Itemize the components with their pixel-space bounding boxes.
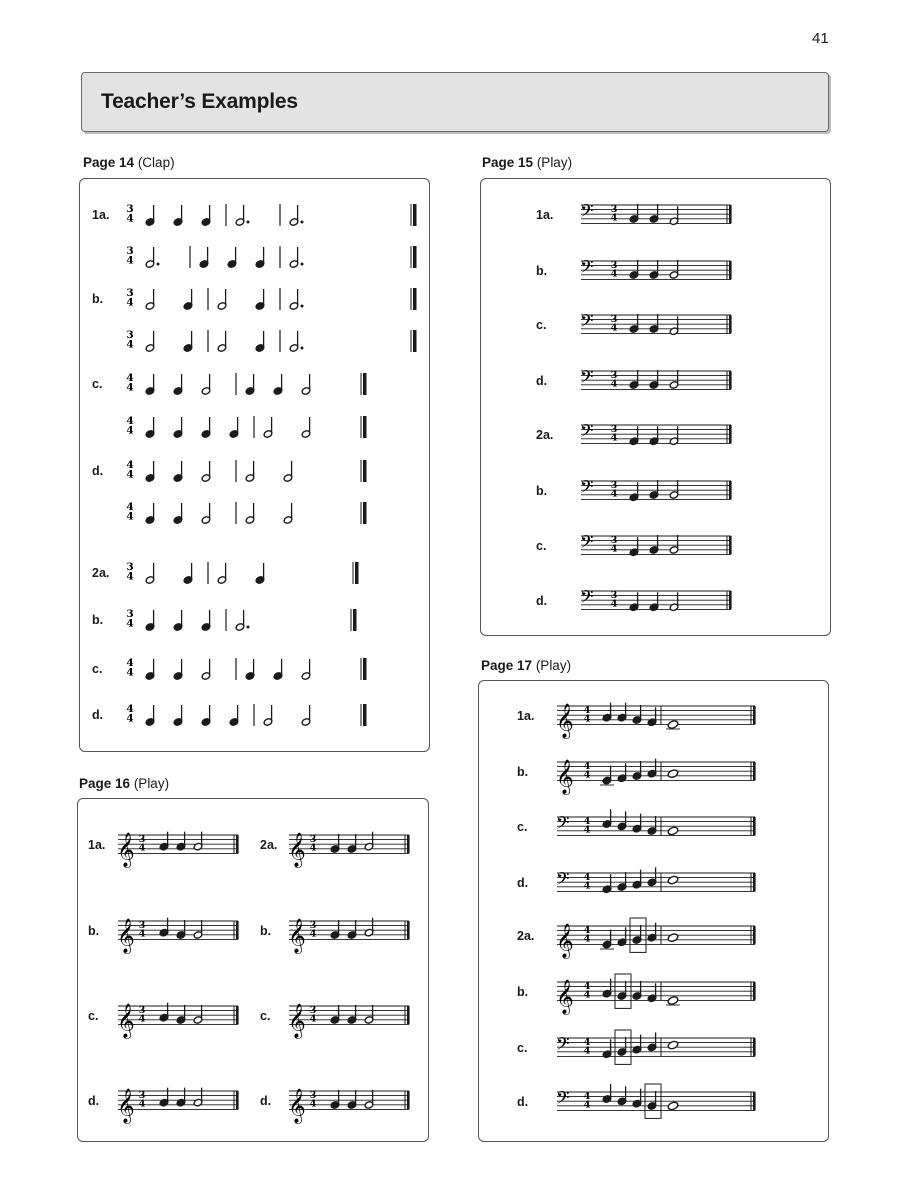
time-signature-bottom: 4 bbox=[610, 543, 618, 555]
whole-note-head bbox=[667, 1040, 679, 1050]
exercise-row bbox=[80, 559, 429, 589]
time-signature-bottom: 4 bbox=[583, 1099, 591, 1111]
treble-clef: 𝄞 bbox=[117, 1088, 135, 1124]
notation bbox=[553, 755, 763, 795]
section-mode: (Clap) bbox=[137, 155, 175, 170]
notation bbox=[579, 255, 739, 289]
exercise-row bbox=[479, 1085, 828, 1121]
time-signature-bottom: 4 bbox=[610, 268, 618, 280]
time-signature-top: 3 bbox=[138, 1005, 146, 1016]
notation bbox=[118, 243, 418, 273]
exercise-label: b. bbox=[92, 292, 104, 306]
notation bbox=[579, 309, 739, 343]
notation bbox=[553, 810, 763, 846]
exercise-row bbox=[80, 413, 429, 443]
time-signature-top: 3 bbox=[610, 424, 618, 435]
time-signature-bottom: 4 bbox=[126, 510, 134, 523]
exercise-label: b. bbox=[517, 765, 529, 779]
time-signature-top: 3 bbox=[126, 245, 134, 257]
dot bbox=[301, 263, 304, 266]
time-signature-top: 3 bbox=[126, 329, 134, 341]
exercise-label: c. bbox=[517, 820, 528, 834]
time-signature-bottom: 4 bbox=[610, 322, 618, 334]
final-bar-thick bbox=[753, 817, 756, 835]
time-signature-bottom: 4 bbox=[610, 598, 618, 610]
exercise-row bbox=[481, 585, 830, 619]
dot bbox=[301, 305, 304, 308]
exercise-label: c. bbox=[517, 1041, 528, 1055]
exercise-row bbox=[479, 1031, 828, 1067]
bass-clef: 𝄢 bbox=[556, 1034, 570, 1058]
time-signature-bottom: 4 bbox=[126, 424, 134, 437]
exercise-row bbox=[479, 699, 828, 739]
dot bbox=[301, 347, 304, 350]
exercise-row bbox=[481, 199, 830, 233]
final-bar-thick bbox=[729, 261, 732, 279]
time-signature-top: 4 bbox=[583, 816, 591, 827]
exercise-row bbox=[80, 655, 429, 685]
exercise-row bbox=[78, 998, 428, 1039]
section-label-page-15 bbox=[482, 155, 572, 170]
final-bar-thick bbox=[729, 371, 732, 389]
final-bar-thick bbox=[363, 502, 367, 524]
time-signature-bottom: 4 bbox=[126, 570, 134, 583]
notation bbox=[118, 413, 418, 443]
exercise-row bbox=[481, 365, 830, 399]
bass-clef: 𝄢 bbox=[580, 201, 594, 225]
time-signature-bottom: 4 bbox=[309, 1013, 317, 1025]
exercise-label: b. bbox=[517, 985, 529, 999]
time-signature-top: 4 bbox=[583, 872, 591, 883]
dot bbox=[247, 626, 250, 629]
treble-clef: 𝄞 bbox=[556, 759, 574, 795]
time-signature-top: 3 bbox=[610, 314, 618, 325]
time-signature-bottom: 4 bbox=[126, 468, 134, 481]
notation bbox=[118, 457, 418, 487]
exercise-row bbox=[481, 475, 830, 509]
final-bar-thick bbox=[363, 416, 367, 438]
exercise-label: 2a. bbox=[260, 838, 278, 852]
whole-note-head bbox=[667, 720, 679, 730]
time-signature-bottom: 4 bbox=[610, 378, 618, 390]
section-page: Page 14 bbox=[83, 155, 135, 170]
time-signature-top: 4 bbox=[126, 415, 134, 427]
time-signature-bottom: 4 bbox=[138, 928, 146, 940]
time-signature-top: 3 bbox=[138, 920, 146, 931]
notation bbox=[118, 370, 418, 400]
exercise-row bbox=[481, 309, 830, 343]
exercise-label: d. bbox=[517, 1095, 529, 1109]
time-signature-bottom: 4 bbox=[583, 824, 591, 836]
notation bbox=[579, 585, 739, 619]
time-signature-top: 3 bbox=[309, 1005, 317, 1016]
exercise-label: 1a. bbox=[88, 838, 106, 852]
section-label-page-17 bbox=[481, 658, 571, 673]
time-signature-top: 3 bbox=[126, 608, 134, 620]
time-signature-top: 3 bbox=[610, 204, 618, 215]
panel-page-15 bbox=[480, 178, 831, 636]
notation bbox=[553, 866, 763, 902]
time-signature-top: 3 bbox=[309, 834, 317, 845]
dot bbox=[157, 263, 160, 266]
notation bbox=[579, 475, 739, 509]
notation bbox=[283, 827, 413, 868]
notation bbox=[553, 975, 763, 1015]
time-signature-top: 3 bbox=[138, 834, 146, 845]
exercise-label: b. bbox=[536, 264, 548, 278]
section-page: Page 17 bbox=[481, 658, 533, 673]
treble-clef: 𝄞 bbox=[117, 832, 135, 868]
whole-note-head bbox=[667, 875, 679, 885]
final-bar-thick bbox=[729, 205, 732, 223]
exercise-label: c. bbox=[92, 377, 103, 391]
final-bar-thick bbox=[363, 658, 367, 680]
panel-page-16 bbox=[77, 798, 429, 1142]
exercise-label: b. bbox=[536, 484, 548, 498]
time-signature-bottom: 4 bbox=[583, 1045, 591, 1057]
final-bar-thick bbox=[407, 835, 410, 853]
exercise-row bbox=[80, 243, 429, 273]
exercise-label: c. bbox=[536, 318, 547, 332]
time-signature-top: 4 bbox=[583, 1037, 591, 1048]
time-signature-bottom: 4 bbox=[309, 842, 317, 854]
time-signature-top: 4 bbox=[583, 1091, 591, 1102]
exercise-label: 2a. bbox=[536, 428, 554, 442]
notation bbox=[579, 365, 739, 399]
time-signature-bottom: 4 bbox=[126, 381, 134, 394]
section-page: Page 15 bbox=[482, 155, 534, 170]
bass-clef: 𝄢 bbox=[556, 813, 570, 837]
exercise-label: d. bbox=[536, 594, 548, 608]
exercise-row bbox=[479, 975, 828, 1015]
page-number: 41 bbox=[812, 30, 829, 47]
notation bbox=[553, 1031, 763, 1067]
bass-clef: 𝄢 bbox=[580, 257, 594, 281]
treble-clef: 𝄞 bbox=[117, 918, 135, 954]
final-bar-thick bbox=[753, 926, 756, 944]
notation bbox=[118, 606, 418, 636]
treble-clef: 𝄞 bbox=[556, 979, 574, 1015]
notation bbox=[118, 655, 418, 685]
whole-note-head bbox=[667, 1101, 679, 1111]
exercise-label: c. bbox=[88, 1009, 99, 1023]
time-signature-bottom: 4 bbox=[309, 928, 317, 940]
notation bbox=[283, 998, 413, 1039]
final-bar-thick bbox=[413, 330, 417, 352]
exercise-row bbox=[78, 913, 428, 954]
exercise-row bbox=[80, 327, 429, 357]
time-signature-top: 3 bbox=[309, 920, 317, 931]
final-bar-thick bbox=[355, 562, 359, 584]
bass-clef: 𝄢 bbox=[556, 869, 570, 893]
time-signature-top: 4 bbox=[126, 703, 134, 715]
final-bar-thick bbox=[413, 288, 417, 310]
notation bbox=[283, 913, 413, 954]
time-signature-top: 4 bbox=[126, 372, 134, 384]
time-signature-top: 4 bbox=[583, 705, 591, 716]
treble-clef: 𝄞 bbox=[288, 1003, 306, 1039]
time-signature-top: 3 bbox=[610, 535, 618, 546]
section-label-page-14 bbox=[83, 155, 175, 170]
time-signature-bottom: 4 bbox=[126, 338, 134, 351]
final-bar-thick bbox=[753, 706, 756, 724]
final-bar-thick bbox=[363, 704, 367, 726]
notation bbox=[579, 419, 739, 453]
final-bar-thick bbox=[729, 315, 732, 333]
exercise-label: c. bbox=[260, 1009, 271, 1023]
notation bbox=[553, 1085, 763, 1121]
section-mode: (Play) bbox=[536, 155, 573, 170]
time-signature-top: 3 bbox=[138, 1090, 146, 1101]
time-signature-top: 4 bbox=[126, 657, 134, 669]
notation bbox=[118, 201, 418, 231]
exercise-label: b. bbox=[88, 924, 100, 938]
time-signature-bottom: 4 bbox=[126, 254, 134, 267]
exercise-label: 1a. bbox=[536, 208, 554, 222]
time-signature-bottom: 4 bbox=[583, 933, 591, 945]
whole-note-head bbox=[667, 769, 679, 779]
bass-clef: 𝄢 bbox=[580, 477, 594, 501]
dot bbox=[247, 221, 250, 224]
notation bbox=[118, 327, 418, 357]
exercise-row bbox=[479, 919, 828, 959]
dot bbox=[301, 221, 304, 224]
time-signature-top: 4 bbox=[583, 761, 591, 772]
notation bbox=[118, 559, 418, 589]
bass-clef: 𝄢 bbox=[580, 367, 594, 391]
bass-clef: 𝄢 bbox=[580, 587, 594, 611]
bass-clef: 𝄢 bbox=[580, 311, 594, 335]
time-signature-bottom: 4 bbox=[138, 842, 146, 854]
whole-note-head bbox=[667, 933, 679, 943]
time-signature-bottom: 4 bbox=[126, 212, 134, 225]
exercise-row bbox=[80, 457, 429, 487]
time-signature-top: 4 bbox=[126, 459, 134, 471]
time-signature-top: 3 bbox=[126, 561, 134, 573]
exercise-row bbox=[481, 255, 830, 289]
exercise-row bbox=[80, 606, 429, 636]
exercise-row bbox=[481, 530, 830, 564]
exercise-label: b. bbox=[92, 613, 104, 627]
exercise-row bbox=[479, 866, 828, 902]
panel-page-14 bbox=[79, 178, 430, 752]
bass-clef: 𝄢 bbox=[580, 532, 594, 556]
time-signature-top: 3 bbox=[309, 1090, 317, 1101]
notation bbox=[283, 1083, 413, 1124]
exercise-row bbox=[479, 755, 828, 795]
notation bbox=[553, 699, 763, 739]
exercise-label: 2a. bbox=[517, 929, 535, 943]
section-mode: (Play) bbox=[535, 658, 572, 673]
section-label-page-16 bbox=[79, 776, 169, 791]
exercise-label: d. bbox=[92, 708, 104, 722]
final-bar-thick bbox=[413, 204, 417, 226]
notation bbox=[118, 285, 418, 315]
final-bar-thick bbox=[729, 536, 732, 554]
exercise-label: c. bbox=[92, 662, 103, 676]
time-signature-bottom: 4 bbox=[583, 989, 591, 1001]
time-signature-top: 4 bbox=[583, 981, 591, 992]
notation bbox=[118, 701, 418, 731]
notation bbox=[579, 199, 739, 233]
exercise-row bbox=[481, 419, 830, 453]
final-bar-thick bbox=[407, 1091, 410, 1109]
time-signature-bottom: 4 bbox=[583, 713, 591, 725]
time-signature-bottom: 4 bbox=[138, 1013, 146, 1025]
exercise-label: d. bbox=[536, 374, 548, 388]
time-signature-top: 3 bbox=[610, 480, 618, 491]
final-bar-thick bbox=[753, 1092, 756, 1110]
time-signature-top: 4 bbox=[126, 501, 134, 513]
time-signature-bottom: 4 bbox=[583, 769, 591, 781]
time-signature-bottom: 4 bbox=[126, 712, 134, 725]
treble-clef: 𝄞 bbox=[117, 1003, 135, 1039]
time-signature-bottom: 4 bbox=[126, 296, 134, 309]
final-bar-thick bbox=[363, 460, 367, 482]
page-title: Teacher’s Examples bbox=[101, 90, 298, 113]
exercise-label: d. bbox=[92, 464, 104, 478]
treble-clef: 𝄞 bbox=[556, 923, 574, 959]
header-box bbox=[81, 72, 829, 132]
time-signature-bottom: 4 bbox=[126, 666, 134, 679]
exercise-label: d. bbox=[88, 1094, 100, 1108]
time-signature-bottom: 4 bbox=[309, 1098, 317, 1110]
exercise-row bbox=[78, 827, 428, 868]
final-bar-thick bbox=[753, 762, 756, 780]
exercise-row bbox=[80, 499, 429, 529]
time-signature-top: 3 bbox=[610, 260, 618, 271]
exercise-label: d. bbox=[260, 1094, 272, 1108]
time-signature-bottom: 4 bbox=[610, 488, 618, 500]
exercise-row bbox=[80, 370, 429, 400]
exercise-label: 1a. bbox=[517, 709, 535, 723]
final-bar-thick bbox=[753, 1038, 756, 1056]
time-signature-bottom: 4 bbox=[610, 212, 618, 224]
exercise-label: 2a. bbox=[92, 566, 110, 580]
time-signature-top: 3 bbox=[610, 370, 618, 381]
time-signature-top: 3 bbox=[126, 287, 134, 299]
time-signature-bottom: 4 bbox=[610, 432, 618, 444]
time-signature-bottom: 4 bbox=[583, 880, 591, 892]
final-bar-thick bbox=[363, 373, 367, 395]
final-bar-thick bbox=[729, 425, 732, 443]
treble-clef: 𝄞 bbox=[288, 832, 306, 868]
final-bar-thick bbox=[407, 1006, 410, 1024]
treble-clef: 𝄞 bbox=[556, 703, 574, 739]
treble-clef: 𝄞 bbox=[288, 1088, 306, 1124]
final-bar-thick bbox=[729, 591, 732, 609]
exercise-label: b. bbox=[260, 924, 272, 938]
time-signature-bottom: 4 bbox=[138, 1098, 146, 1110]
whole-note-head bbox=[667, 826, 679, 836]
exercise-row bbox=[80, 701, 429, 731]
treble-clef: 𝄞 bbox=[288, 918, 306, 954]
panel-page-17 bbox=[478, 680, 829, 1142]
exercise-row bbox=[479, 810, 828, 846]
exercise-row bbox=[78, 1083, 428, 1124]
time-signature-bottom: 4 bbox=[126, 617, 134, 630]
notation bbox=[118, 499, 418, 529]
time-signature-top: 3 bbox=[126, 203, 134, 215]
notation bbox=[553, 919, 763, 959]
final-bar-thick bbox=[353, 609, 357, 631]
exercise-label: d. bbox=[517, 876, 529, 890]
section-mode: (Play) bbox=[133, 776, 170, 791]
section-page: Page 16 bbox=[79, 776, 131, 791]
final-bar-thick bbox=[753, 982, 756, 1000]
final-bar-thick bbox=[753, 873, 756, 891]
time-signature-top: 3 bbox=[610, 590, 618, 601]
time-signature-top: 4 bbox=[583, 925, 591, 936]
exercise-label: c. bbox=[536, 539, 547, 553]
bass-clef: 𝄢 bbox=[556, 1088, 570, 1112]
bass-clef: 𝄢 bbox=[580, 421, 594, 445]
final-bar-thick bbox=[413, 246, 417, 268]
final-bar-thick bbox=[407, 921, 410, 939]
whole-note-head bbox=[667, 996, 679, 1006]
exercise-row bbox=[80, 201, 429, 231]
exercise-label: 1a. bbox=[92, 208, 110, 222]
final-bar-thick bbox=[729, 481, 732, 499]
exercise-row bbox=[80, 285, 429, 315]
notation bbox=[579, 530, 739, 564]
